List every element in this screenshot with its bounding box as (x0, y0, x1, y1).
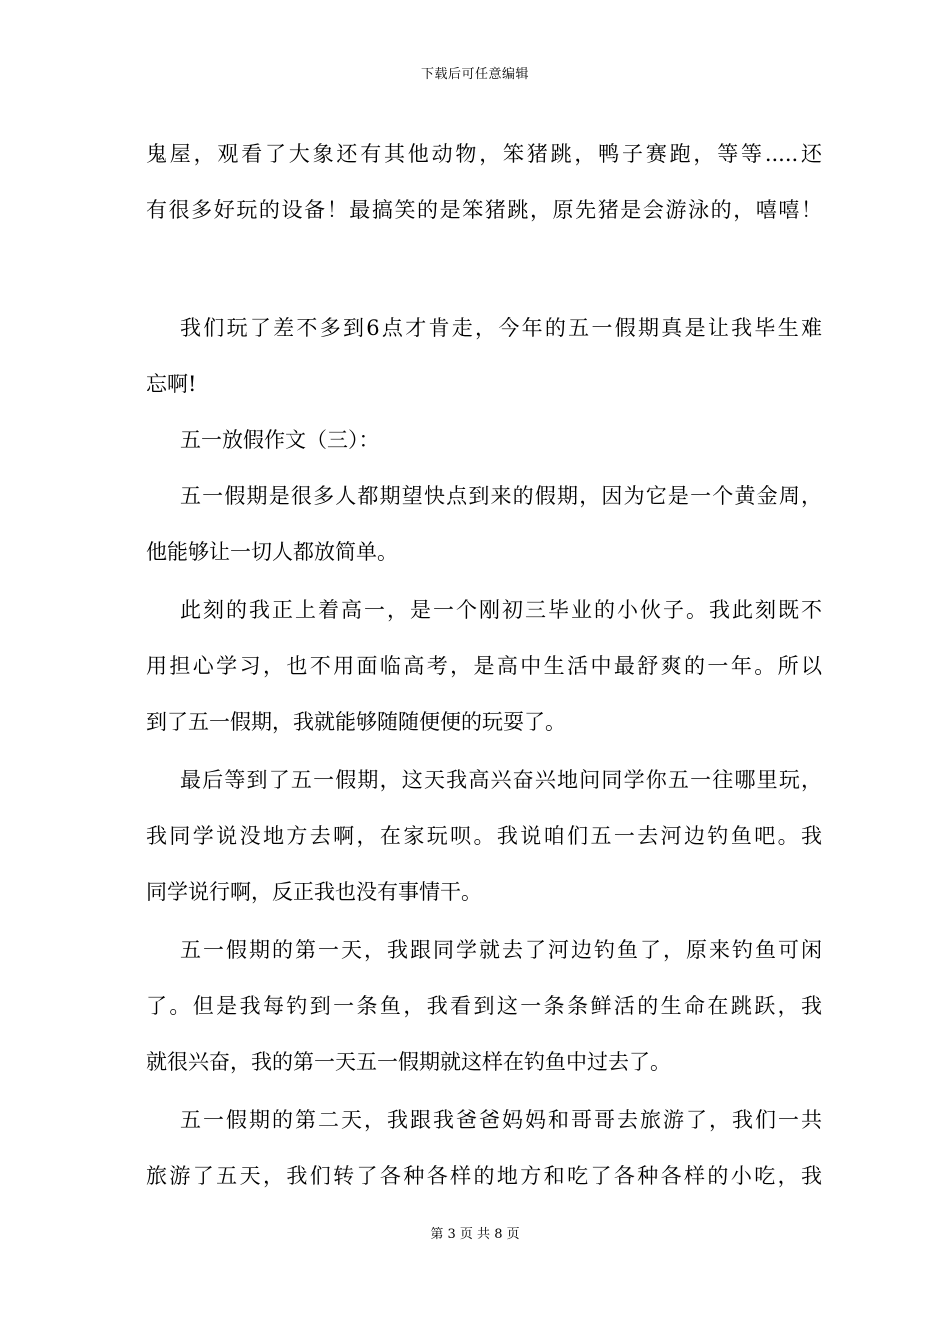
footer-suffix: 页 (506, 1227, 520, 1242)
total-page-count: 8 (494, 1227, 503, 1242)
footer-prefix: 第 (430, 1227, 444, 1242)
paragraph-line: 了。但是我每钓到一条鱼，我看到这一条条鲜活的生命在跳跃，我 (146, 994, 822, 1018)
paragraph-line: 五一假期是很多人都期望快点到来的假期，因为它是一个黄金周， (180, 484, 822, 508)
page-footer (0, 1226, 950, 1244)
current-page-number: 3 (447, 1227, 456, 1242)
paragraph-line: 忘啊! (146, 372, 197, 396)
paragraph-line: 鬼屋，观看了大象还有其他动物，笨猪跳，鸭子赛跑，等等.....还 (146, 142, 822, 166)
paragraph-line: 用担心学习，也不用面临高考，是高中生活中最舒爽的一年。所以 (146, 654, 822, 678)
paragraph-line: 我们玩了差不多到6点才肯走，今年的五一假期真是让我毕生难 (180, 316, 822, 340)
paragraph-line: 我同学说没地方去啊，在家玩呗。我说咱们五一去河边钓鱼吧。我 (146, 824, 822, 848)
section-title: 五一放假作文（三）： (180, 428, 380, 452)
paragraph-line: 此刻的我正上着高一，是一个刚初三毕业的小伙子。我此刻既不 (180, 598, 822, 622)
page-header: 下载后可任意编辑 (420, 67, 529, 82)
footer-middle: 页 共 (459, 1227, 491, 1242)
paragraph-line: 最后等到了五一假期，这天我高兴奋兴地问同学你五一往哪里玩， (180, 768, 822, 792)
paragraph-line: 到了五一假期，我就能够随随便便的玩耍了。 (146, 710, 566, 734)
paragraph-line: 五一假期的第一天，我跟同学就去了河边钓鱼了，原来钓鱼可闲 (180, 938, 822, 962)
paragraph-line: 有很多好玩的设备！最搞笑的是笨猪跳，原先猪是会游泳的，嘻嘻！ (146, 198, 822, 222)
paragraph-line: 就很兴奋，我的第一天五一假期就这样在钓鱼中过去了。 (146, 1050, 671, 1074)
paragraph-line: 他能够让一切人都放简单。 (146, 540, 398, 564)
paragraph-line: 五一假期的第二天，我跟我爸爸妈妈和哥哥去旅游了，我们一共 (180, 1108, 822, 1132)
paragraph-line: 同学说行啊，反正我也没有事情干。 (146, 880, 482, 904)
paragraph-line: 旅游了五天，我们转了各种各样的地方和吃了各种各样的小吃，我 (146, 1164, 822, 1188)
